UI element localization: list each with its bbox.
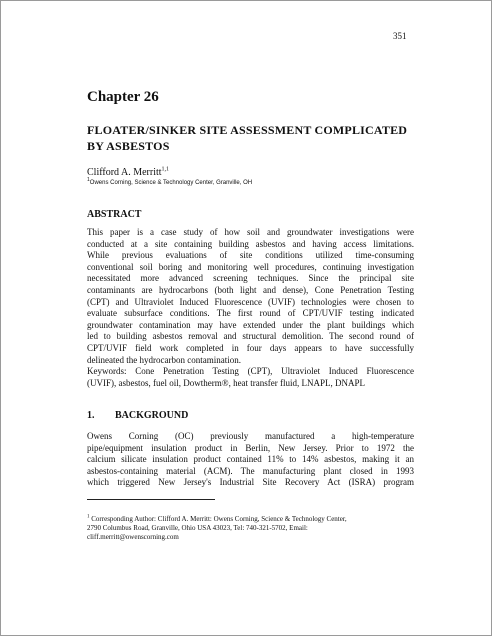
footnote-text: Corresponding Author: Clifford A. Merritt: Owens Corning, Science & Technology Center, [89, 515, 347, 523]
text-line: led to building asbestos removal and structural demolition. The second round of [87, 331, 414, 342]
text-line: This paper is a case study of how soil and groundwater investigations were [87, 227, 414, 237]
footnote [87, 515, 414, 542]
text-line: which triggered New Jersey's Industrial Site Recovery Act (ISRA) program [87, 477, 414, 488]
text-line: (UVIF), asbestos, fuel oil, Dowtherm®, heat transfer fluid, LNAPL, DNAPL [87, 377, 366, 388]
title-line: BY ASBESTOS [87, 139, 170, 153]
title-line: FLOATER/SINKER SITE ASSESSMENT COMPLICATED [87, 123, 408, 137]
footnote-line: 2790 Columbus Road, Granville, Ohio USA 43023, Tel: 740-321-5702, Email: [87, 524, 308, 532]
affiliation-text: Owens Corning, Science & Technology Center, Granville, OH [89, 180, 253, 186]
keywords-paragraph [87, 366, 414, 389]
text-line: Keywords: Cone Penetration Testing (CPT), Ultraviolet Induced Fluorescence [87, 366, 414, 376]
text-line: While previous evaluations of site conditions utilized time-consuming [87, 250, 414, 261]
author-name: Clifford A. Merritt [87, 167, 162, 178]
paper-title [87, 122, 427, 154]
abstract-paragraph [87, 227, 414, 366]
author-line [87, 167, 169, 178]
text-line: contaminants are hydrocarbons (both light and dense), Cone Penetration Testing [87, 284, 414, 295]
text-line: (CPT) and Ultraviolet Induced Fluorescence (UVIF) technologies were chosen to [87, 296, 414, 307]
author-footnote-marks: 1,1 [161, 166, 170, 173]
text-line: conventional soil boring and monitoring well procedures, continuing investigation [87, 261, 414, 272]
page-number: 351 [393, 31, 407, 41]
text-line: calcium silicate insulation product contained 11% to 14% asbestos, making it an [87, 454, 414, 465]
text-line: CPT/UVIF field work completed in four days appears to have successfully [87, 342, 414, 353]
text-line: delineated the hydrocarbon contamination. [87, 354, 241, 365]
chapter-label: Chapter 26 [87, 89, 159, 105]
section-heading-background [87, 410, 188, 421]
text-line: Owens Corning (OC) previously manufactured a high-temperature [87, 431, 414, 441]
abstract-heading: ABSTRACT [87, 209, 142, 220]
footnote-line [87, 515, 414, 524]
section-title: BACKGROUND [115, 410, 189, 421]
text-line: necessitated more advanced screening techniques. Since the principal site [87, 273, 414, 284]
footnote-mark: 1 [87, 514, 90, 520]
section-number: 1. [87, 410, 95, 421]
text-line: groundwater contamination may have extended under the plant buildings which [87, 319, 414, 330]
text-line: asbestos-containing material (ACM). The manufacturing plant closed in 1993 [87, 465, 414, 476]
text-line: pipe/equipment insulation product in Berlin, New Jersey. Prior to 1972 the [87, 442, 414, 453]
footnote-line: cliff.merritt@owenscorning.com [87, 533, 179, 541]
footnote-divider [87, 499, 215, 500]
background-paragraph [87, 431, 414, 489]
author-affiliation [87, 177, 253, 186]
text-line: evaluate subsurface conditions. The first round of CPT/UVIF testing indicated [87, 308, 414, 319]
affiliation-mark: 1 [87, 177, 90, 183]
text-line: conducted at a site containing building asbestos and having access limitations. [87, 238, 414, 249]
